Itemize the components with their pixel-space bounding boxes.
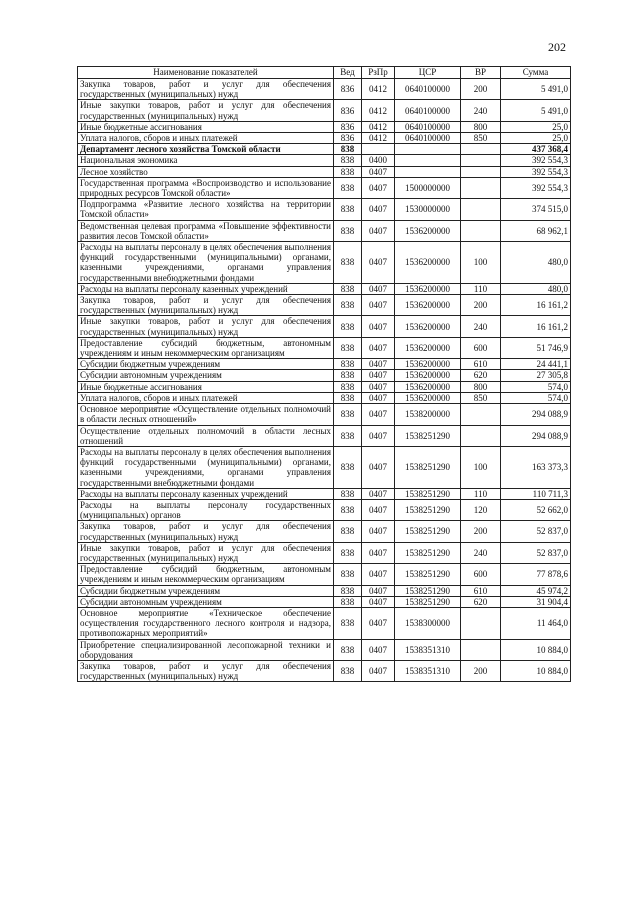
cell-sum: 10 884,0	[501, 660, 571, 681]
cell-sum: 294 088,9	[501, 404, 571, 425]
cell-ved: 838	[334, 499, 362, 520]
cell-rzpr: 0412	[362, 79, 395, 100]
table-row	[78, 177, 571, 198]
cell-name: Осуществление отдельных полномочий в области лесных отношений	[78, 425, 334, 446]
budget-table	[77, 66, 571, 682]
cell-name: Субсидии бюджетным учреждениям	[78, 359, 334, 370]
cell-sum: 392 554,3	[501, 166, 571, 177]
cell-sum: 5 491,0	[501, 100, 571, 121]
cell-ved: 838	[334, 337, 362, 358]
cell-name: Иные бюджетные ассигнования	[78, 381, 334, 392]
cell-vr: 100	[461, 242, 501, 284]
cell-sum: 480,0	[501, 242, 571, 284]
cell-ved: 838	[334, 392, 362, 403]
cell-vr	[461, 177, 501, 198]
cell-vr: 110	[461, 488, 501, 499]
cell-vr: 600	[461, 564, 501, 585]
cell-ved: 838	[334, 370, 362, 381]
cell-rzpr: 0407	[362, 359, 395, 370]
cell-csr: 1536200000	[395, 295, 461, 316]
cell-name: Иные бюджетные ассигнования	[78, 121, 334, 132]
cell-sum: 294 088,9	[501, 425, 571, 446]
cell-rzpr: 0407	[362, 177, 395, 198]
cell-csr: 0640100000	[395, 121, 461, 132]
cell-csr: 1536200000	[395, 220, 461, 241]
cell-sum: 52 662,0	[501, 499, 571, 520]
cell-csr: 1538251290	[395, 521, 461, 542]
cell-name: Расходы на выплаты персоналу в целях обеспечения выполнения функций государственными (муниципальными) органами, казенными учреждениями, органами управления государственными внебюджетными фондами	[78, 446, 334, 488]
cell-name: Расходы на выплаты персоналу казенных учреждений	[78, 283, 334, 294]
cell-rzpr: 0407	[362, 316, 395, 337]
cell-csr	[395, 155, 461, 166]
cell-rzpr: 0407	[362, 166, 395, 177]
cell-sum: 374 515,0	[501, 199, 571, 220]
cell-rzpr: 0407	[362, 564, 395, 585]
cell-vr: 240	[461, 316, 501, 337]
cell-sum: 24 441,1	[501, 359, 571, 370]
cell-name: Иные закупки товаров, работ и услуг для обеспечения государственных (муниципальных) нужд	[78, 316, 334, 337]
cell-sum: 437 368,4	[501, 144, 571, 155]
cell-name: Субсидии бюджетным учреждениям	[78, 585, 334, 596]
cell-ved: 836	[334, 121, 362, 132]
cell-csr: 1536200000	[395, 283, 461, 294]
table-row	[78, 564, 571, 585]
cell-ved: 838	[334, 177, 362, 198]
cell-rzpr	[362, 144, 395, 155]
cell-ved: 838	[334, 425, 362, 446]
cell-rzpr: 0412	[362, 100, 395, 121]
table-row	[78, 220, 571, 241]
cell-name: Закупка товаров, работ и услуг для обеспечения государственных (муниципальных) нужд	[78, 521, 334, 542]
cell-sum: 52 837,0	[501, 521, 571, 542]
cell-name: Ведомственная целевая программа «Повышение эффективности развития лесов Томской области»	[78, 220, 334, 241]
table-row	[78, 133, 571, 144]
cell-name: Уплата налогов, сборов и иных платежей	[78, 392, 334, 403]
cell-vr	[461, 220, 501, 241]
cell-csr: 1538251290	[395, 425, 461, 446]
cell-name: Расходы на выплаты персоналу государственных (муниципальных) органов	[78, 499, 334, 520]
cell-rzpr: 0400	[362, 155, 395, 166]
cell-rzpr: 0407	[362, 488, 395, 499]
cell-csr: 1538351310	[395, 639, 461, 660]
cell-rzpr: 0407	[362, 607, 395, 639]
cell-csr	[395, 166, 461, 177]
cell-name: Основное мероприятие «Осуществление отдельных полномочий в области лесных отношений»	[78, 404, 334, 425]
cell-rzpr: 0407	[362, 425, 395, 446]
cell-name: Подпрограмма «Развитие лесного хозяйства на территории Томской области»	[78, 199, 334, 220]
cell-csr: 1536200000	[395, 370, 461, 381]
table-row	[78, 166, 571, 177]
cell-csr: 1538251290	[395, 446, 461, 488]
table-row	[78, 660, 571, 681]
cell-rzpr: 0407	[362, 585, 395, 596]
table-row	[78, 425, 571, 446]
cell-sum: 52 837,0	[501, 542, 571, 563]
cell-ved: 838	[334, 607, 362, 639]
cell-vr	[461, 404, 501, 425]
cell-sum: 10 884,0	[501, 639, 571, 660]
cell-vr: 800	[461, 381, 501, 392]
cell-csr: 1538251290	[395, 596, 461, 607]
table-row	[78, 295, 571, 316]
cell-ved: 836	[334, 133, 362, 144]
cell-rzpr: 0407	[362, 542, 395, 563]
cell-csr: 0640100000	[395, 100, 461, 121]
header-vr: ВР	[461, 67, 501, 79]
cell-sum: 45 974,2	[501, 585, 571, 596]
cell-name: Расходы на выплаты персоналу в целях обеспечения выполнения функций государственными (муниципальными) органами, казенными учреждениями, органами управления государственными внебюджетными фондами	[78, 242, 334, 284]
cell-csr: 1538251290	[395, 585, 461, 596]
cell-vr: 600	[461, 337, 501, 358]
cell-vr	[461, 166, 501, 177]
cell-sum: 110 711,3	[501, 488, 571, 499]
cell-ved: 838	[334, 488, 362, 499]
cell-csr: 1536200000	[395, 337, 461, 358]
header-sum: Сумма	[501, 67, 571, 79]
cell-vr	[461, 607, 501, 639]
cell-ved: 838	[334, 242, 362, 284]
cell-ved: 838	[334, 446, 362, 488]
cell-vr: 240	[461, 542, 501, 563]
cell-ved: 838	[334, 564, 362, 585]
cell-ved: 836	[334, 100, 362, 121]
cell-name: Национальная экономика	[78, 155, 334, 166]
cell-sum: 574,0	[501, 381, 571, 392]
cell-vr: 120	[461, 499, 501, 520]
cell-ved: 838	[334, 404, 362, 425]
cell-vr: 200	[461, 660, 501, 681]
cell-rzpr: 0407	[362, 295, 395, 316]
cell-sum: 25,0	[501, 121, 571, 132]
cell-vr: 850	[461, 133, 501, 144]
cell-vr	[461, 144, 501, 155]
cell-vr: 200	[461, 295, 501, 316]
cell-csr: 1536200000	[395, 359, 461, 370]
cell-rzpr: 0407	[362, 392, 395, 403]
table-row	[78, 607, 571, 639]
cell-ved: 838	[334, 381, 362, 392]
cell-vr: 800	[461, 121, 501, 132]
cell-csr	[395, 144, 461, 155]
cell-name: Расходы на выплаты персоналу казенных учреждений	[78, 488, 334, 499]
cell-rzpr: 0407	[362, 499, 395, 520]
cell-rzpr: 0407	[362, 404, 395, 425]
cell-name: Основное мероприятие «Техническое обеспечение осуществления государственного лесного контроля и надзора, противопожарных мероприятий»	[78, 607, 334, 639]
cell-csr: 1538251290	[395, 564, 461, 585]
table-row	[78, 639, 571, 660]
cell-ved: 838	[334, 166, 362, 177]
cell-name: Закупка товаров, работ и услуг для обеспечения государственных (муниципальных) нужд	[78, 660, 334, 681]
cell-ved: 838	[334, 596, 362, 607]
cell-name: Иные закупки товаров, работ и услуг для обеспечения государственных (муниципальных) нужд	[78, 542, 334, 563]
cell-ved: 838	[334, 521, 362, 542]
cell-sum: 31 904,4	[501, 596, 571, 607]
cell-ved: 838	[334, 316, 362, 337]
cell-csr: 1536200000	[395, 381, 461, 392]
cell-sum: 480,0	[501, 283, 571, 294]
cell-csr: 1538251290	[395, 542, 461, 563]
cell-name: Предоставление субсидий бюджетным, автономным учреждениям и иным некоммерческим организациям	[78, 564, 334, 585]
table-row	[78, 404, 571, 425]
page-number: 202	[548, 40, 566, 54]
cell-rzpr: 0407	[362, 370, 395, 381]
cell-sum: 68 962,1	[501, 220, 571, 241]
table-row	[78, 199, 571, 220]
header-name: Наименование показателей	[78, 67, 334, 79]
table-row	[78, 316, 571, 337]
cell-ved: 838	[334, 283, 362, 294]
cell-rzpr: 0407	[362, 283, 395, 294]
cell-sum: 574,0	[501, 392, 571, 403]
cell-sum: 16 161,2	[501, 295, 571, 316]
cell-name: Субсидии автономным учреждениям	[78, 596, 334, 607]
table-row	[78, 521, 571, 542]
cell-ved: 838	[334, 220, 362, 241]
header-row	[78, 67, 571, 79]
cell-ved: 838	[334, 585, 362, 596]
cell-ved: 838	[334, 295, 362, 316]
header-ved: Вед	[334, 67, 362, 79]
cell-vr: 200	[461, 79, 501, 100]
cell-vr: 200	[461, 521, 501, 542]
cell-csr: 1538251290	[395, 488, 461, 499]
cell-rzpr: 0412	[362, 121, 395, 132]
cell-vr	[461, 155, 501, 166]
cell-vr: 240	[461, 100, 501, 121]
cell-csr: 1538300000	[395, 607, 461, 639]
table-row	[78, 155, 571, 166]
cell-csr: 1536200000	[395, 242, 461, 284]
cell-vr	[461, 199, 501, 220]
cell-vr: 100	[461, 446, 501, 488]
cell-csr: 1538251290	[395, 499, 461, 520]
cell-name: Закупка товаров, работ и услуг для обеспечения государственных (муниципальных) нужд	[78, 295, 334, 316]
cell-vr: 620	[461, 370, 501, 381]
cell-rzpr: 0407	[362, 639, 395, 660]
cell-ved: 838	[334, 542, 362, 563]
cell-sum: 25,0	[501, 133, 571, 144]
table-row	[78, 381, 571, 392]
cell-rzpr: 0407	[362, 242, 395, 284]
cell-name: Иные закупки товаров, работ и услуг для обеспечения государственных (муниципальных) нужд	[78, 100, 334, 121]
cell-sum: 77 878,6	[501, 564, 571, 585]
cell-ved: 838	[334, 199, 362, 220]
table-row	[78, 100, 571, 121]
cell-csr: 1538351310	[395, 660, 461, 681]
cell-csr: 0640100000	[395, 133, 461, 144]
cell-ved: 836	[334, 79, 362, 100]
cell-sum: 51 746,9	[501, 337, 571, 358]
cell-name: Субсидии автономным учреждениям	[78, 370, 334, 381]
cell-vr	[461, 639, 501, 660]
cell-rzpr: 0407	[362, 220, 395, 241]
table-row	[78, 370, 571, 381]
cell-vr: 110	[461, 283, 501, 294]
cell-rzpr: 0407	[362, 381, 395, 392]
cell-rzpr: 0407	[362, 199, 395, 220]
cell-csr: 1530000000	[395, 199, 461, 220]
header-rzpr: РзПр	[362, 67, 395, 79]
cell-ved: 838	[334, 660, 362, 681]
cell-name: Приобретение специализированной лесопожарной техники и оборудования	[78, 639, 334, 660]
cell-ved: 838	[334, 639, 362, 660]
table-row	[78, 359, 571, 370]
cell-rzpr: 0407	[362, 337, 395, 358]
cell-rzpr: 0407	[362, 596, 395, 607]
cell-vr: 610	[461, 359, 501, 370]
cell-csr: 1500000000	[395, 177, 461, 198]
table-row	[78, 79, 571, 100]
cell-csr: 1538200000	[395, 404, 461, 425]
cell-csr: 0640100000	[395, 79, 461, 100]
cell-rzpr: 0412	[362, 133, 395, 144]
cell-name: Уплата налогов, сборов и иных платежей	[78, 133, 334, 144]
table-row	[78, 542, 571, 563]
cell-csr: 1536200000	[395, 316, 461, 337]
cell-rzpr: 0407	[362, 521, 395, 542]
cell-sum: 27 305,8	[501, 370, 571, 381]
cell-ved: 838	[334, 144, 362, 155]
table-row	[78, 585, 571, 596]
cell-sum: 392 554,3	[501, 177, 571, 198]
table-body	[78, 79, 571, 682]
cell-vr: 850	[461, 392, 501, 403]
table-row	[78, 488, 571, 499]
cell-ved: 838	[334, 155, 362, 166]
table-row	[78, 596, 571, 607]
table-row	[78, 446, 571, 488]
table-row	[78, 337, 571, 358]
cell-vr	[461, 425, 501, 446]
table-row	[78, 499, 571, 520]
cell-sum: 16 161,2	[501, 316, 571, 337]
cell-csr: 1536200000	[395, 392, 461, 403]
cell-name: Предоставление субсидий бюджетным, автономным учреждениям и иным некоммерческим организациям	[78, 337, 334, 358]
cell-name: Государственная программа «Воспроизводство и использование природных ресурсов Томской области»	[78, 177, 334, 198]
table-row	[78, 392, 571, 403]
header-csr: ЦСР	[395, 67, 461, 79]
table-row	[78, 121, 571, 132]
cell-ved: 838	[334, 359, 362, 370]
cell-rzpr: 0407	[362, 660, 395, 681]
table-row	[78, 144, 571, 155]
table-row	[78, 283, 571, 294]
cell-vr: 620	[461, 596, 501, 607]
cell-vr: 610	[461, 585, 501, 596]
cell-name: Департамент лесного хозяйства Томской области	[78, 144, 334, 155]
cell-name: Закупка товаров, работ и услуг для обеспечения государственных (муниципальных) нужд	[78, 79, 334, 100]
cell-rzpr: 0407	[362, 446, 395, 488]
cell-sum: 163 373,3	[501, 446, 571, 488]
cell-sum: 392 554,3	[501, 155, 571, 166]
table-row	[78, 242, 571, 284]
cell-sum: 11 464,0	[501, 607, 571, 639]
cell-sum: 5 491,0	[501, 79, 571, 100]
cell-name: Лесное хозяйство	[78, 166, 334, 177]
